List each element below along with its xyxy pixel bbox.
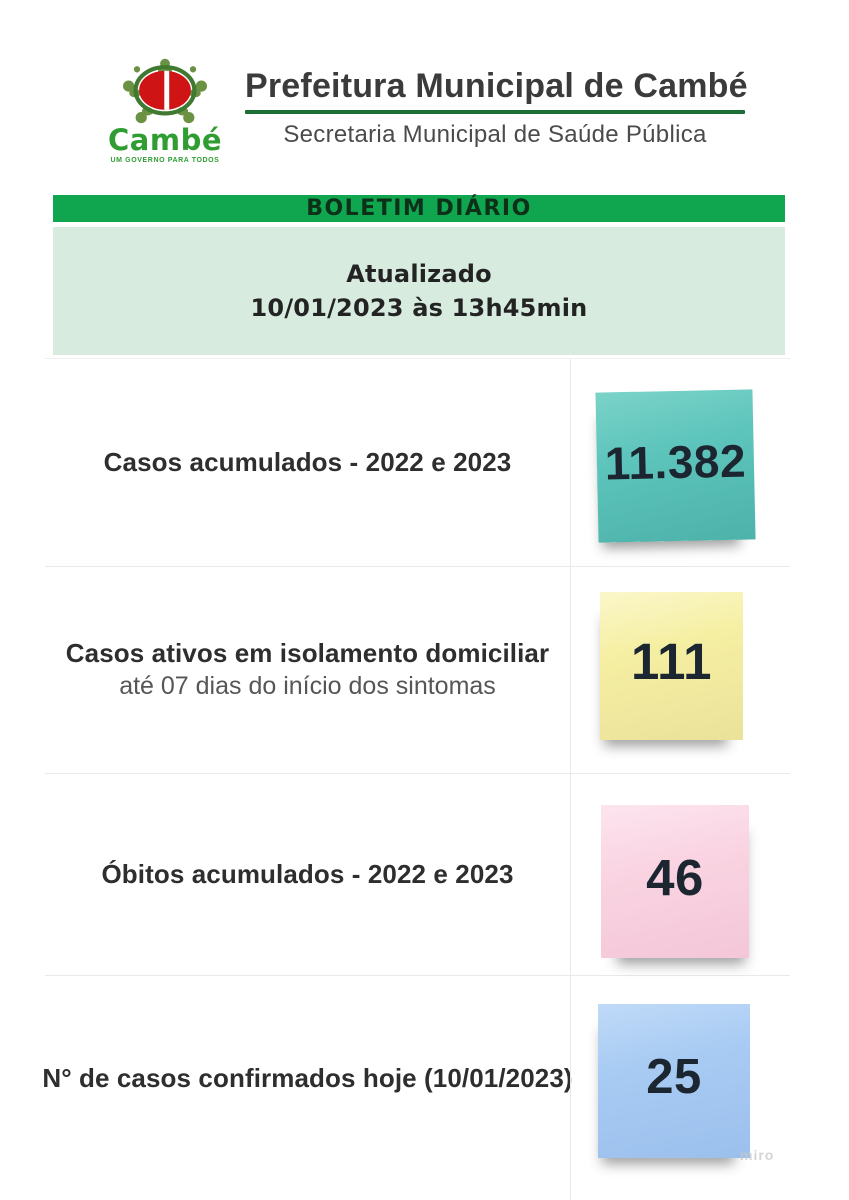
cambe-city-logo [104, 58, 226, 164]
stat-sublabel: até 07 dias do início dos sintomas [119, 672, 496, 701]
stat-label-cell [42, 976, 573, 1200]
updated-label: Atualizado [346, 260, 492, 288]
stat-label: Casos acumulados - 2022 e 2023 [103, 446, 512, 477]
updated-datetime: 10/01/2023 às 13h45min [250, 294, 588, 322]
header [245, 66, 748, 149]
sticky-note-teal[interactable] [595, 389, 755, 542]
stat-row-deaths [45, 773, 790, 976]
stat-label-cell [45, 359, 570, 566]
miro-watermark: miro [740, 1147, 775, 1163]
bulletin-banner-title: BOLETIM DIÁRIO [306, 195, 532, 221]
stat-row-active-cases [45, 566, 790, 773]
sticky-note-blue[interactable] [598, 1004, 750, 1158]
stat-note-cell [570, 774, 790, 976]
stat-value: 11.382 [604, 434, 747, 490]
bulletin-banner [53, 195, 785, 222]
cambe-logo-emblem-icon [104, 58, 226, 124]
stat-note-cell [570, 567, 790, 773]
logo-slogan: UM GOVERNO PARA TODOS [110, 157, 220, 164]
stat-value: 25 [646, 1050, 702, 1105]
sticky-note-pink[interactable] [601, 805, 749, 958]
stat-value: 46 [646, 848, 704, 906]
stat-note-cell [570, 976, 790, 1200]
stat-label: N° de casos confirmados hoje (10/01/2023) [42, 1062, 573, 1093]
stat-value: 111 [631, 633, 712, 691]
page-subtitle: Secretaria Municipal de Saúde Pública [283, 121, 707, 148]
stat-label-cell [45, 567, 570, 773]
page-title: Prefeitura Municipal de Cambé [245, 67, 748, 105]
stat-label: Óbitos acumulados - 2022 e 2023 [101, 858, 514, 889]
logo-wordmark: Cambé [108, 123, 222, 157]
stat-note-cell [570, 359, 790, 566]
stat-label: Casos ativos em isolamento domiciliar [65, 638, 550, 669]
stat-row-accumulated-cases [45, 359, 790, 566]
title-underline [245, 110, 745, 114]
stat-label-cell [45, 774, 570, 976]
stat-row-confirmed-today [42, 975, 790, 1200]
sticky-note-yellow[interactable] [600, 592, 743, 740]
stats-table [42, 358, 790, 1200]
updated-info-box [53, 227, 785, 355]
